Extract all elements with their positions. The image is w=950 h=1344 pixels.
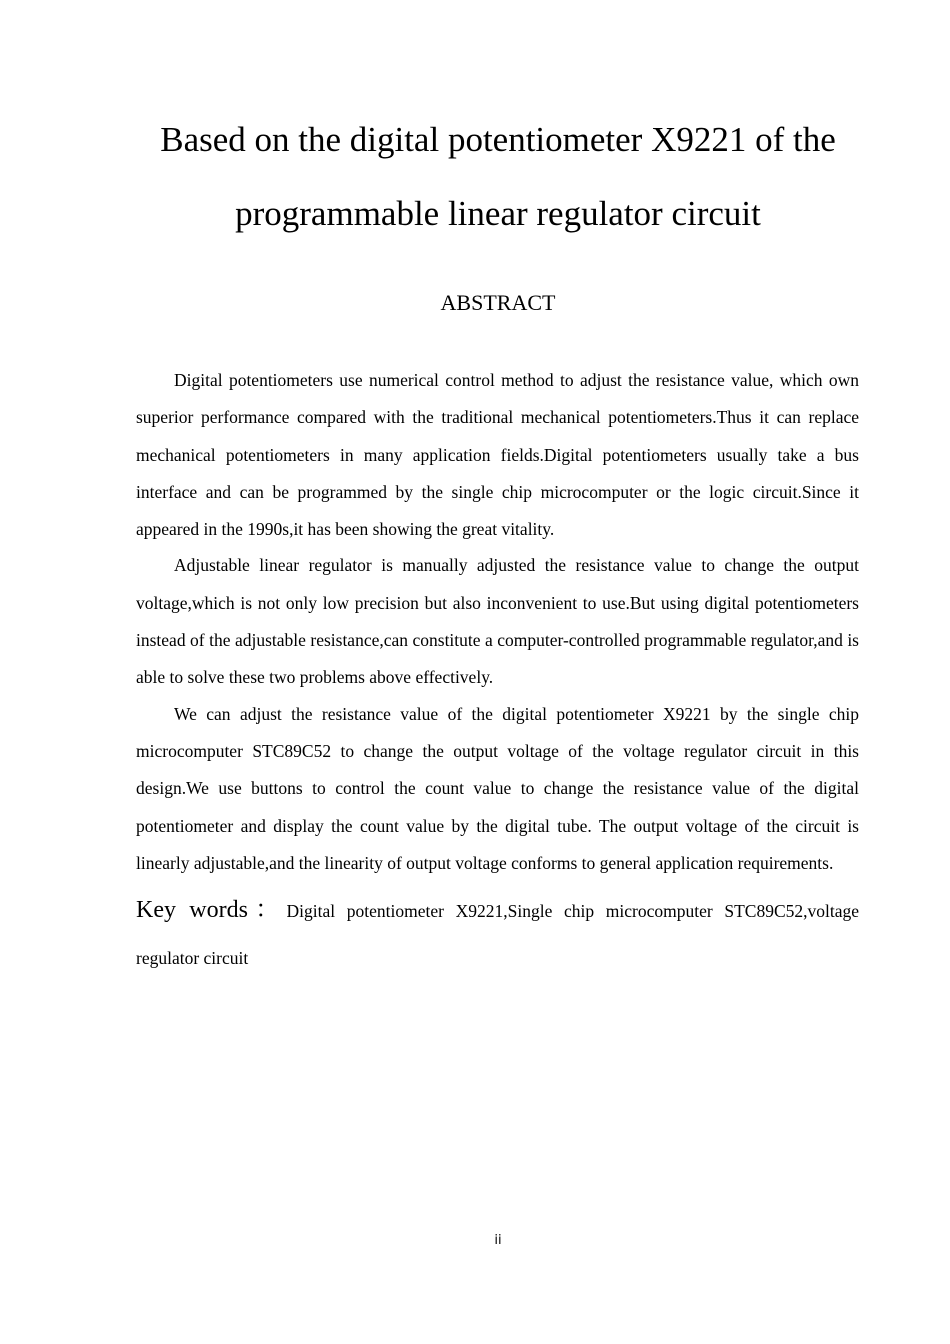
abstract-paragraph-3: We can adjust the resistance value of the digital potentiometer X9221 by the single chip microcomputer STC89C52 to change the output voltage of the voltage regulator circuit in this design.We use buttons to control the count value to change the resistance value of the digital potentiometer and display the count value by the digital tube. The output voltage of the circuit is linearly adjustable,and the linearity of output voltage conforms to general application requirements. [136,703,859,873]
paper-title [100,103,896,251]
abstract-body [136,362,859,982]
abstract-heading: ABSTRACT [440,290,556,315]
abstract-paragraph-1: Digital potentiometers use numerical control method to adjust the resistance value, which own superior performance compared with the traditional mechanical potentiometers.Thus it can replace mechanical potentiometers in many application fields.Digital potentiometers usually take a bus interface and can be programmed by the single chip microcomputer or the logic circuit.Since it appeared in the 1990s,it has been showing the great vitality. [136,370,859,540]
paper-title-line-1: Based on the digital potentiometer X9221 of the [160,120,836,159]
abstract-paragraph-2: Adjustable linear regulator is manually adjusted the resistance value to change the output voltage,which is not only low precision but also inconvenient to use.But using digital potentiometers instead of the adjustable resistance,can constitute a computer-controlled programmable regulator,and is able to solve these two problems above effectively. [136,555,859,688]
paper-title-line-2: programmable linear regulator circuit [235,194,761,233]
keywords [136,887,859,982]
page-number: ii [494,1233,502,1248]
keywords-text: Digital potentiometer X9221,Single chip microcomputer STC89C52,voltage regulator circuit [136,901,859,969]
keywords-label: Key words： [136,897,287,924]
